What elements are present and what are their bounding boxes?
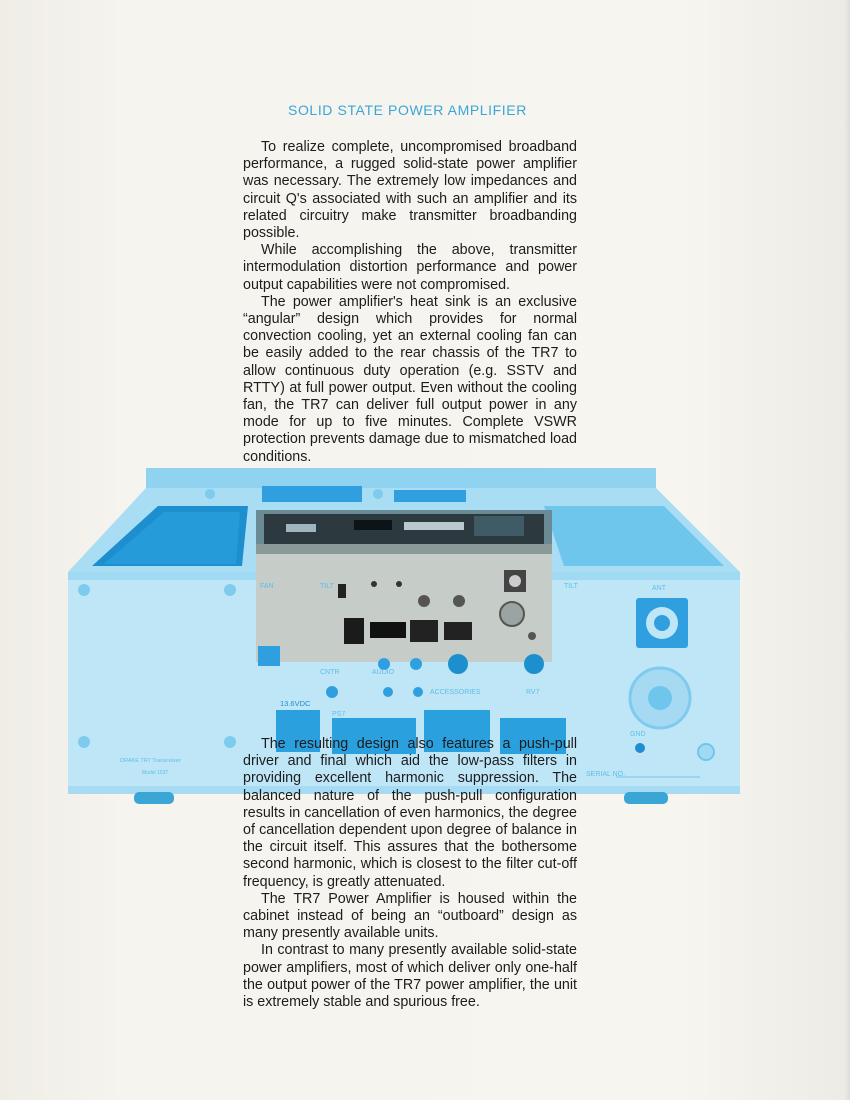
label-serial: SERIAL NO. — [586, 771, 626, 778]
label-cntr: CNTR — [320, 669, 340, 676]
label-tilt: TILT — [320, 583, 334, 590]
label-tilt-right: TILT — [564, 583, 578, 590]
paragraph-2: While accomplishing the above, transmitter intermodulation distortion performance and power output capabilities were not compromised. — [243, 242, 577, 293]
paragraph-6: In contrast to many presently available solid-state power amplifiers, most of which deliver only one-half the output power of the TR7 power amplifier, the unit is extremely stable and spurious free. — [243, 942, 577, 1011]
page-heading: SOLID STATE POWER AMPLIFIER — [288, 102, 527, 118]
body-text-top — [243, 139, 577, 466]
label-audio: AUDIO — [372, 669, 395, 676]
label-accessories: ACCESSORIES — [430, 689, 481, 696]
label-rv7: RV7 — [526, 689, 540, 696]
paragraph-4: The resulting design also features a push-pull driver and final which aid the low-pass filters in providing excellent harmonic suppression. The balanced nature of the push-pull configuration results in cancellation of even harmonics, the degree of cancellation dependent upon degree of balance in the circuit itself. This assures that the bothersome second harmonic, which is closest to the filter cut-off frequency, is greatly attenuated. — [243, 736, 577, 890]
label-voltage: 13.6VDC — [280, 699, 311, 708]
badge-line-2: Model 1037 — [142, 770, 169, 776]
badge-line-1: DRAKE TR7 Transceiver — [120, 758, 181, 764]
label-ps7: PS7 — [332, 711, 346, 718]
body-text-bottom — [243, 736, 577, 1011]
paragraph-5: The TR7 Power Amplifier is housed within the cabinet instead of being an “outboard” design as many presently available units. — [243, 890, 577, 942]
label-gnd: GND — [630, 731, 646, 738]
page-edge-shadow — [844, 0, 850, 1100]
paragraph-1: To realize complete, uncompromised broadband performance, a rugged solid-state power amplifier was necessary. The extremely low impedances and circuit Q's associated with such an amplifier and its related circuitry make transmitter broadbanding possible. — [243, 139, 577, 242]
label-fan: FAN — [260, 583, 274, 590]
label-ant: ANT — [652, 585, 666, 592]
paragraph-3: The power amplifier's heat sink is an exclusive “angular” design which provides for normal convection cooling, yet an external cooling fan can be easily added to the rear chassis of the TR7 to allow continuous duty operation (e.g. SSTV and RTTY) at full power output. Even without the cooling fan, the TR7 can deliver full output power in any mode for up to five minutes. Complete VSWR protection prevents damage due to mismatched load conditions. — [243, 293, 577, 465]
